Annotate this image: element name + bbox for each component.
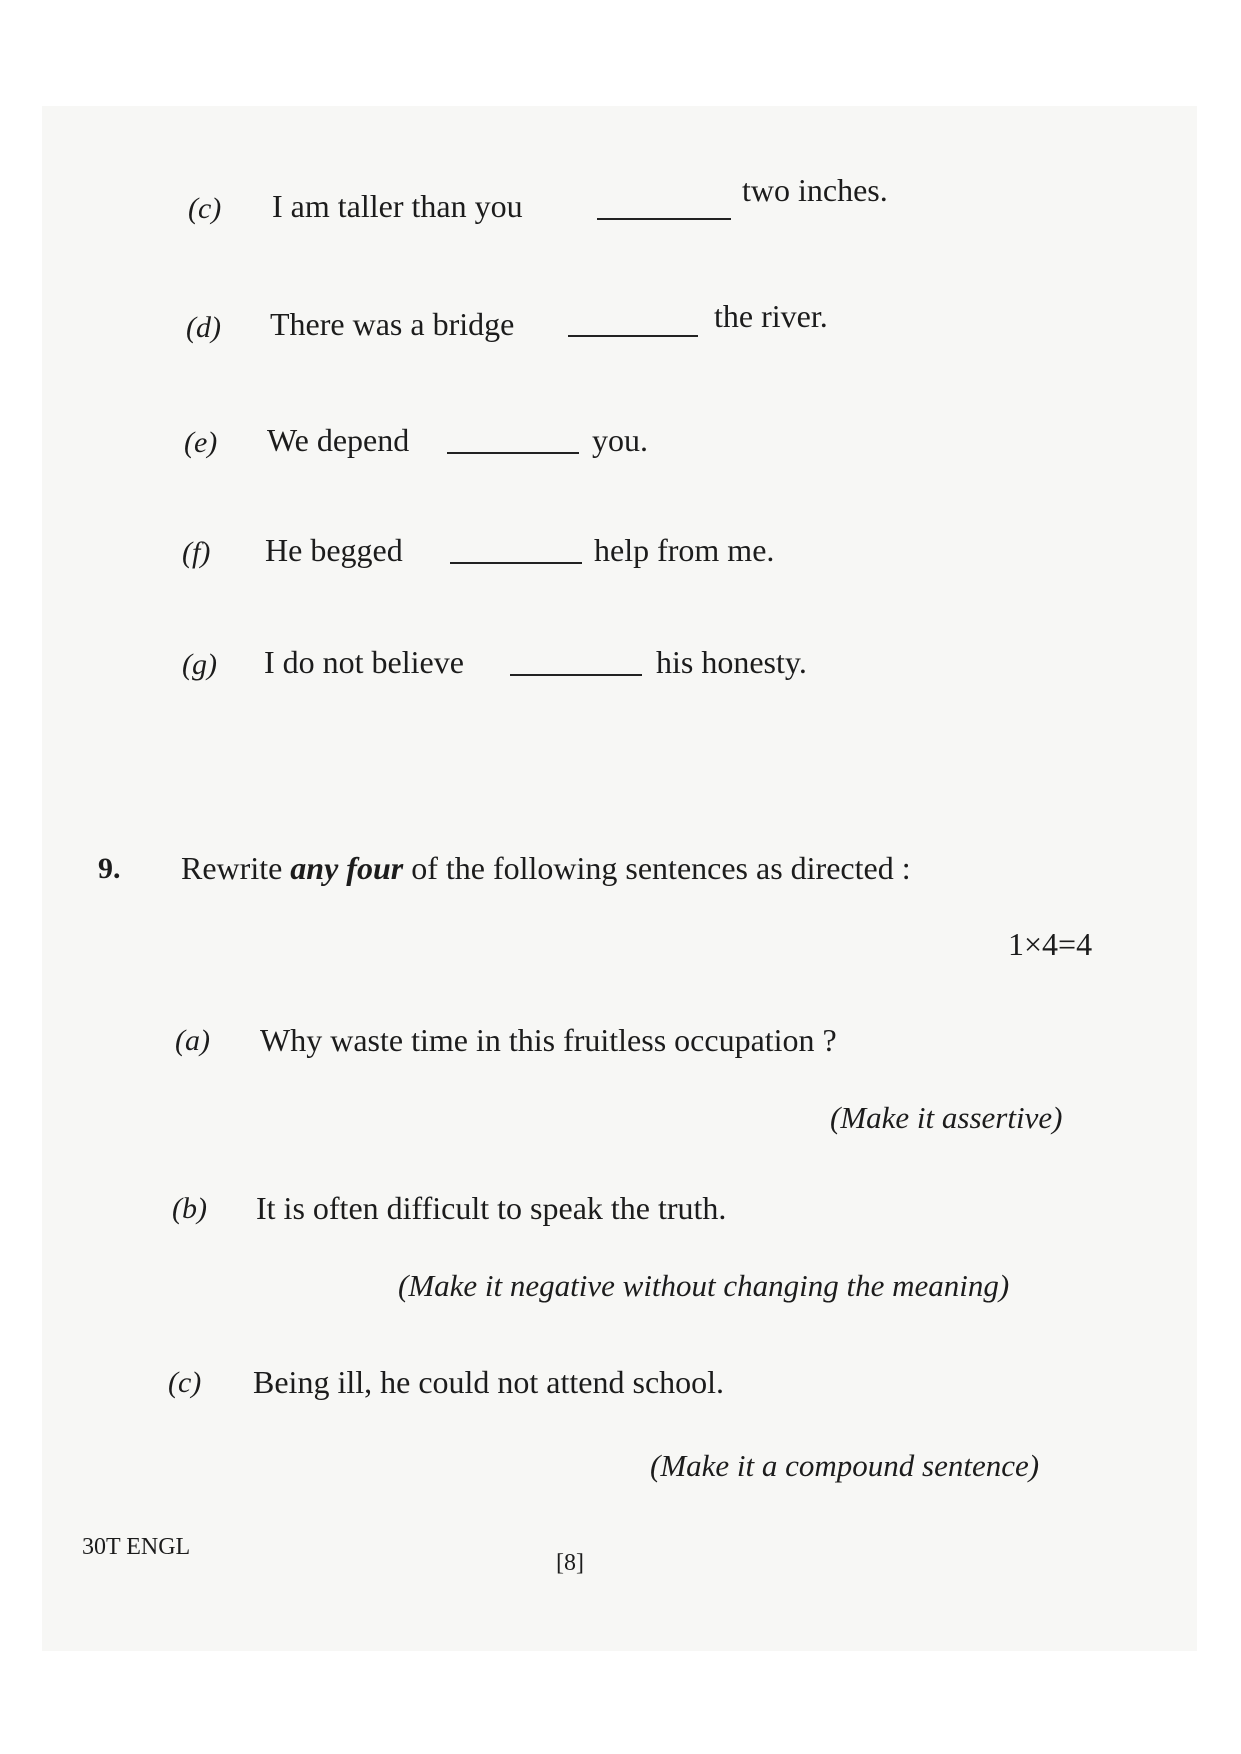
sentence-after: help from me. [594,532,775,568]
item-direction: (Make it a compound sentence) [650,1448,1040,1483]
item-label: (e) [184,426,218,459]
item-label: (g) [182,648,217,681]
item-direction: (Make it negative without changing the meaning) [398,1268,1010,1303]
paper-code: 30T ENGL [82,1534,191,1560]
answer-blank [450,540,582,564]
item-label: (d) [186,311,221,344]
item-label: (b) [172,1192,207,1225]
item-label: (a) [175,1024,210,1057]
question-text-after: of the following sentences as directed : [411,850,911,886]
item-sentence: Why waste time in this fruitless occupation ? [260,1022,837,1058]
sentence-before: I do not believe [264,644,464,680]
item-direction: (Make it assertive) [830,1100,1063,1135]
page-number: [8] [556,1550,584,1576]
sentence-before: We depend [267,422,410,458]
sentence-before: He begged [265,532,403,568]
question-text [181,850,911,887]
sentence-after: two inches. [742,172,888,208]
question-number: 9. [98,852,121,885]
sentence-after: you. [592,422,648,458]
answer-blank [447,430,579,454]
item-sentence: Being ill, he could not attend school. [253,1364,725,1400]
sentence-before: There was a bridge [270,306,515,342]
sentence-before: I am taller than you [272,188,523,224]
sentence-after: his honesty. [656,644,807,680]
answer-blank [597,196,731,220]
item-sentence: It is often difficult to speak the truth. [256,1190,727,1226]
answer-blank [510,652,642,676]
question-emphasis: any four [290,850,404,886]
marks-allocation: 1×4=4 [1008,926,1093,962]
item-label: (c) [188,192,222,225]
item-label: (f) [182,536,211,569]
item-label: (c) [168,1366,202,1399]
answer-blank [568,313,698,337]
sentence-after: the river. [714,298,828,334]
question-text-before: Rewrite [181,850,283,886]
